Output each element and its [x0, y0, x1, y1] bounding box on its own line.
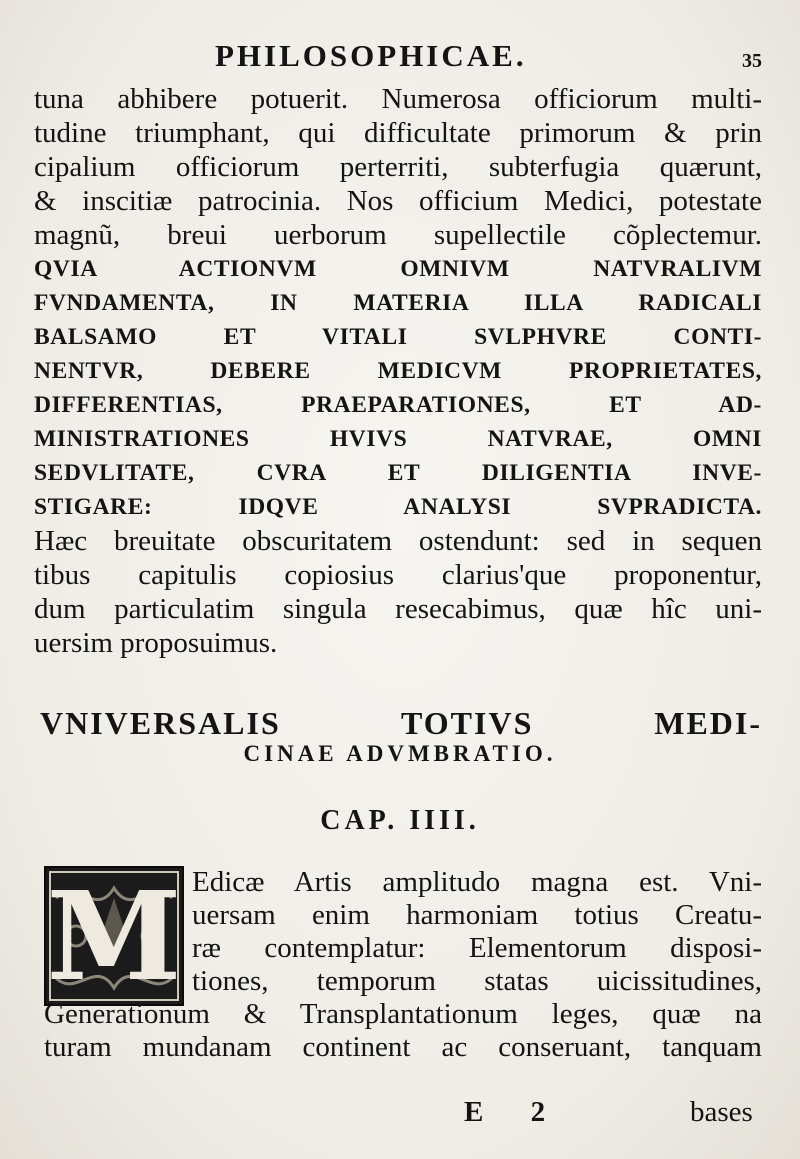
caps-line: MINISTRATIONES HVIVS NATVRAE, OMNI: [34, 426, 762, 452]
body-line: cipalium officiorum perterriti, subterfugia quærunt,: [34, 151, 762, 183]
chapter-title: VNIVERSALIS TOTIVS MEDI-: [40, 705, 762, 741]
catchword: bases: [690, 1096, 753, 1128]
body-line: tuna abhibere potuerit. Numerosa officiorum multi-: [34, 83, 762, 115]
closing-line: dum particulatim singula resecabimus, quæ hîc uni-: [34, 593, 762, 625]
signature-mark: E 2: [464, 1096, 566, 1128]
main-text-block: [34, 82, 762, 660]
chapter-line: tiones, temporum statas uicissitudines,: [192, 965, 762, 997]
chapter-line: Edicæ Artis amplitudo magna est. Vni-: [192, 866, 762, 898]
closing-line: uersim proposuimus.: [34, 627, 278, 659]
chapter-text-block: [44, 866, 762, 1064]
caps-line: BALSAMO ET VITALI SVLPHVRE CONTI-: [34, 324, 762, 350]
page-number: 35: [742, 50, 762, 72]
body-line: & inscitiæ patrocinia. Nos officium Medici, potestate: [34, 185, 762, 217]
closing-line: tibus capitulis copiosius clarius'que proponentur,: [34, 559, 762, 591]
chapter-number: CAP. IIII.: [320, 805, 480, 836]
initial-letter: M: [46, 864, 182, 1008]
body-line: tudine triumphant, qui difficultate primorum & prin: [34, 117, 762, 149]
closing-line: Hæc breuitate obscuritatem ostendunt: sed in sequen: [34, 525, 762, 557]
caps-line: SEDVLITATE, CVRA ET DILIGENTIA INVE-: [34, 460, 762, 486]
caps-line: NENTVR, DEBERE MEDICVM PROPRIETATES,: [34, 358, 762, 384]
caps-line: FVNDAMENTA, IN MATERIA ILLA RADICALI: [34, 290, 762, 316]
chapter-line: Generationum & Transplantationum leges, quæ na: [44, 998, 762, 1030]
page-footer: [0, 1096, 800, 1136]
running-head: PHILOSOPHICAE.: [215, 38, 527, 73]
chapter-subtitle: CINAE ADVMBRATIO.: [243, 741, 557, 766]
page-header: [0, 38, 800, 78]
chapter-line: ræ contemplatur: Elementorum disposi-: [192, 932, 762, 964]
caps-line: DIFFERENTIAS, PRAEPARATIONES, ET AD-: [34, 392, 762, 418]
chapter-line: turam mundanam continent ac conseruant, tanquam: [44, 1031, 762, 1063]
caps-line: QVIA ACTIONVM OMNIVM NATVRALIVM: [34, 256, 762, 282]
caps-line: STIGARE: IDQVE ANALYSI SVPRADICTA.: [34, 494, 762, 520]
body-line: magnũ, breui uerborum supellectile cõplectemur.: [34, 219, 762, 251]
chapter-line: uersam enim harmoniam totius Creatu-: [192, 899, 762, 931]
